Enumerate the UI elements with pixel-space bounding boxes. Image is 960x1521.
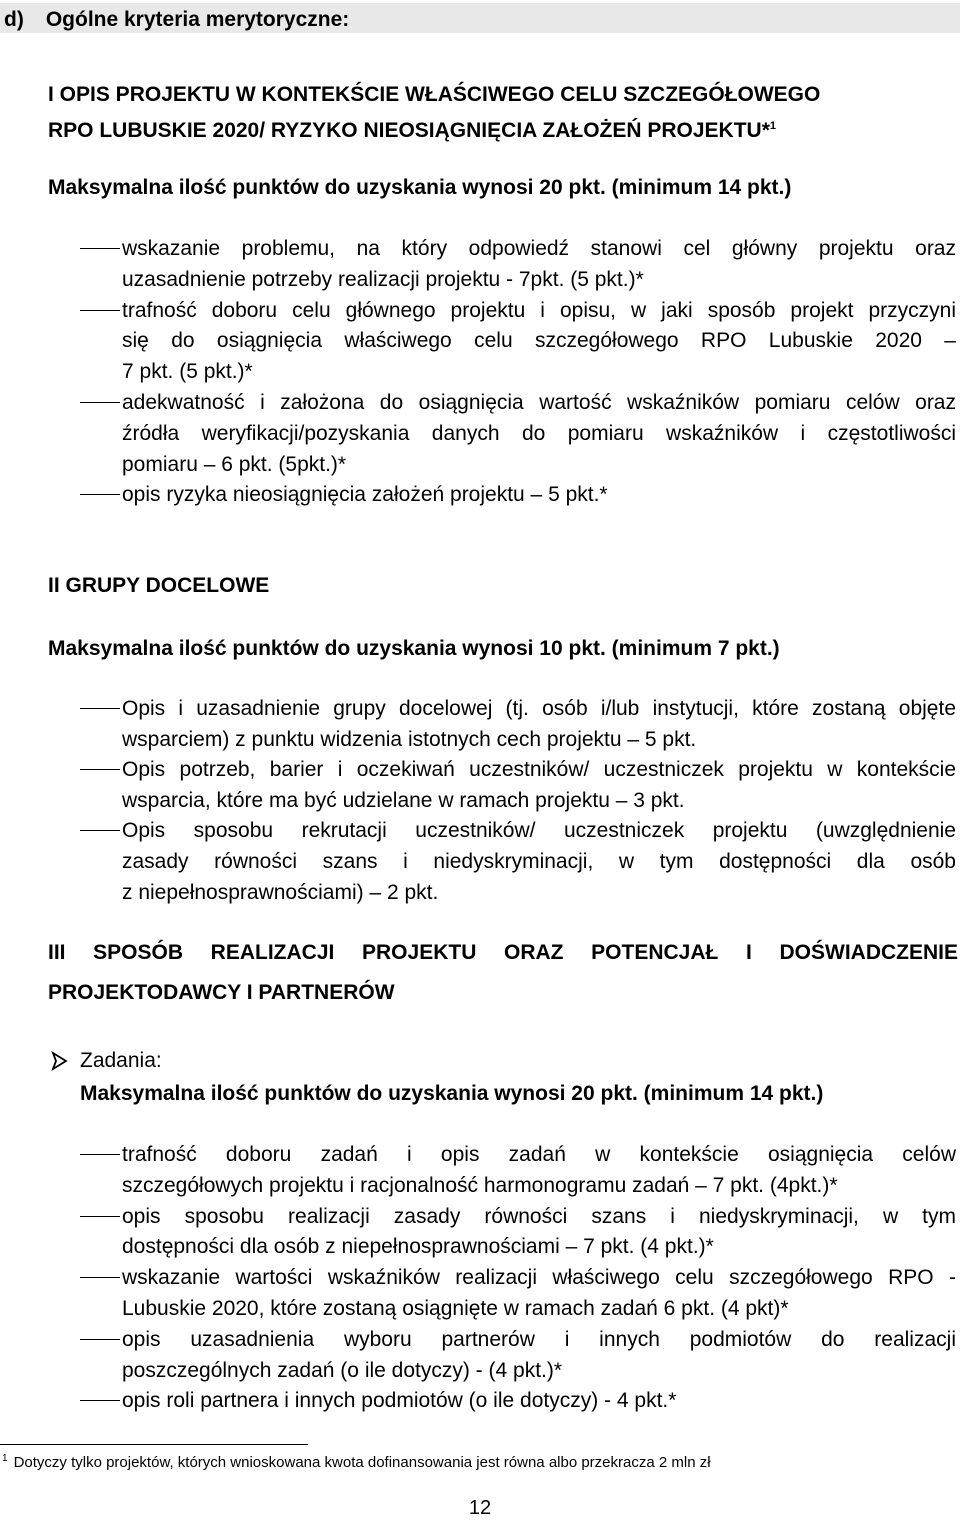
section3-item-line: opis roli partnera i innych podmiotów (o ile dotyczy) - 4 pkt.* — [122, 1389, 677, 1413]
section3-max-points: Maksymalna ilość punktów do uzyskania wynosi 20 pkt. (minimum 14 pkt.) — [80, 1082, 824, 1105]
section-header-bar — [0, 3, 960, 33]
section3-item-line: opis uzasadnienia wyboru partnerów i innych podmiotów do realizacji — [122, 1327, 956, 1351]
section1-item-line: opis ryzyka nieosiągnięcia założeń projektu – 5 pkt.* — [122, 483, 608, 507]
dash-bullet — [80, 494, 120, 495]
dash-bullet — [80, 1154, 120, 1155]
section2-item-line: Opis potrzeb, barier i oczekiwań uczestników/ uczestniczek projektu w kontekście — [122, 758, 956, 782]
section-header — [4, 8, 349, 32]
section1-item-line: 7 pkt. (5 pkt.)* — [122, 360, 253, 384]
dash-bullet — [80, 248, 120, 249]
section2-item-line: z niepełnosprawnościami) – 2 pkt. — [122, 880, 439, 904]
section3-item-line: wskazanie wartości wskaźników realizacji właściwego celu szczegółowego RPO - — [122, 1266, 956, 1290]
section-title: Ogólne kryteria merytoryczne: — [45, 8, 350, 31]
section1-item-line: źródła weryfikacji/pozyskania danych do pomiaru wskaźników i częstotliwości — [122, 421, 956, 445]
section3-item-line: Lubuskie 2020, które zostaną osiągnięte w ramach zadań 6 pkt. (4 pkt)* — [122, 1297, 789, 1320]
section2-max-points: Maksymalna ilość punktów do uzyskania wynosi 10 pkt. (minimum 7 pkt.) — [48, 637, 780, 660]
section-letter: d) — [4, 8, 24, 31]
section1-item-line: adekwatność i założona do osiągnięcia wartość wskaźników pomiaru celów oraz — [122, 391, 956, 414]
dash-bullet — [80, 830, 120, 831]
section2-title: II GRUPY DOCELOWE — [48, 574, 270, 597]
section3-item-line: poszczególnych zadań (o ile dotyczy) - (4 pkt.)* — [122, 1358, 563, 1382]
dash-bullet — [80, 1277, 120, 1278]
section3-title-line1: III SPOSÓB REALIZACJI PROJEKTU ORAZ POTENCJAŁ I DOŚWIADCZENIE — [48, 941, 958, 964]
section3-item-line: trafność doboru zadań i opis zadań w kontekście osiągnięcia celów — [122, 1143, 956, 1166]
section3-subhead: Zadania: — [80, 1049, 162, 1072]
dash-bullet — [80, 310, 120, 311]
section1-title-line1: I OPIS PROJEKTU W KONTEKŚCIE WŁAŚCIWEGO CELU SZCZEGÓŁOWEGO — [48, 83, 821, 106]
footnote-number: 1 — [2, 1453, 8, 1464]
section2-item-line: Opis i uzasadnienie grupy docelowej (tj. osób i/lub instytucji, które zostaną objęte — [122, 697, 956, 720]
dash-bullet — [80, 1400, 120, 1401]
dash-bullet — [80, 402, 120, 403]
dash-bullet — [80, 769, 120, 770]
section1-item-line: pomiaru – 6 pkt. (5pkt.)* — [122, 452, 347, 476]
section2-item-line: Opis sposobu rekrutacji uczestników/ uczestniczek projektu (uwzględnienie — [122, 819, 956, 843]
section3-item-line: szczegółowych projektu i racjonalność harmonogramu zadań – 7 pkt. (4pkt.)* — [122, 1173, 838, 1197]
section1-max-points: Maksymalna ilość punktów do uzyskania wynosi 20 pkt. (minimum 14 pkt.) — [48, 176, 792, 199]
section3-title-line2: PROJEKTODAWCY I PARTNERÓW — [48, 981, 395, 1004]
footnote-text: Dotyczy tylko projektów, których wnioskowana kwota dofinansowania jest równa albo przekracza 2 mln zł — [13, 1454, 711, 1471]
section2-item-line: zasady równości szans i niedyskryminacji, w tym dostępności dla osób — [122, 850, 956, 873]
section1-item-line: się do osiągnięcia właściwego celu szczegółowego RPO Lubuskie 2020 – — [122, 329, 956, 353]
section1-title-line2 — [48, 116, 958, 146]
page-number: 12 — [468, 1497, 492, 1519]
footnote — [2, 1453, 711, 1473]
dash-bullet — [80, 1339, 120, 1340]
section1-item-line: trafność doboru celu głównego projektu i opisu, w jaki sposób projekt przyczyni — [122, 298, 956, 322]
section1-item-line: uzasadnienie potrzeby realizacji projektu - 7pkt. (5 pkt.)* — [122, 267, 644, 291]
section1-title-text: RPO LUBUSKIE 2020/ RYZYKO NIEOSIĄGNIĘCIA ZAŁOŻEŃ PROJEKTU* — [48, 119, 770, 142]
footnote-ref: 1 — [769, 120, 777, 132]
section3-item-line: dostępności dla osób z niepełnosprawnościami – 7 pkt. (4 pkt.)* — [122, 1235, 714, 1259]
section1-item-line: wskazanie problemu, na który odpowiedź stanowi cel główny projektu oraz — [122, 237, 956, 260]
dash-bullet — [80, 708, 120, 709]
section2-item-line: wsparciem) z punktu widzenia istotnych cech projektu – 5 pkt. — [122, 727, 697, 751]
arrow-bullet-icon — [50, 1050, 70, 1078]
footnote-separator — [0, 1444, 308, 1445]
section2-item-line: wsparcia, które ma być udzielane w ramach projektu – 3 pkt. — [122, 788, 685, 812]
section3-item-line: opis sposobu realizacji zasady równości szans i niedyskryminacji, w tym — [122, 1204, 956, 1228]
dash-bullet — [80, 1216, 120, 1217]
